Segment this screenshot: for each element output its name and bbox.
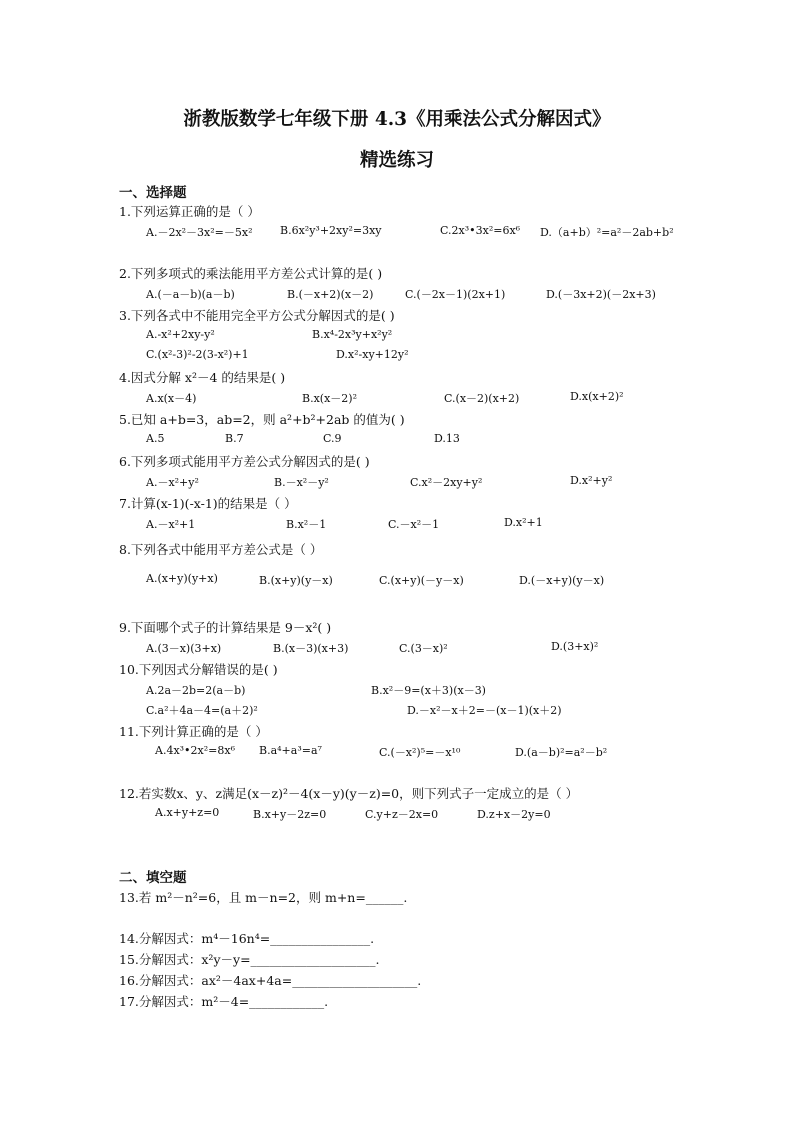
question-9-option-b: B.(x－3)(x+3) (273, 642, 349, 655)
question-3-option-b: B.x⁴-2x³y+x²y² (312, 328, 393, 341)
question-8-option-b: B.(x+y)(y－x) (259, 574, 333, 587)
question-4-option-a: A.x(x－4) (146, 392, 197, 405)
question-8-option-a: A.(x+y)(y+x) (146, 572, 218, 585)
question-1-stem: 1.下列运算正确的是（ ） (119, 204, 260, 219)
question-8-option-c: C.(x+y)(－y－x) (379, 574, 464, 587)
question-3-stem: 3.下列各式中不能用完全平方公式分解因式的是( ) (119, 308, 395, 323)
question-9-option-d: D.(3+x)² (551, 640, 599, 653)
question-5-option-b: B.7 (225, 432, 244, 445)
question-2-option-c: C.(－2x－1)(2x+1) (405, 288, 506, 301)
question-7-option-a: A.－x²+1 (146, 518, 196, 531)
question-6-option-c: C.x²－2xy+y² (410, 476, 483, 489)
question-4-option-d: D.x(x+2)² (570, 390, 624, 403)
question-11-option-b: B.a⁴+a³=a⁷ (259, 744, 322, 757)
question-4-option-b: B.x(x－2)² (302, 392, 357, 405)
question-7-stem: 7.计算(x-1)(-x-1)的结果是（ ） (119, 496, 297, 511)
question-12-option-d: D.z+x－2y=0 (477, 808, 551, 821)
question-7-option-d: D.x²+1 (504, 516, 543, 529)
question-5-stem: 5.已知 a+b=3，ab=2，则 a²+b²+2ab 的值为( ) (119, 412, 405, 427)
question-1-option-a: A.－2x²－3x²=－5x² (146, 226, 253, 239)
question-12-option-a: A.x+y+z=0 (155, 806, 220, 819)
question-6-option-b: B.－x²－y² (274, 476, 329, 489)
document-title: 浙教版数学七年级下册 4.3《用乘法公式分解因式》 (183, 109, 611, 130)
section-heading-fill: 二、填空题 (119, 870, 187, 886)
question-10-option-b: B.x²－9=(x＋3)(x－3) (371, 684, 486, 697)
question-5-option-d: D.13 (434, 432, 460, 445)
question-15: 15.分解因式：x²y－y=____________________. (119, 952, 380, 967)
question-10-option-c: C.a²＋4a－4=(a＋2)² (146, 704, 258, 717)
section-heading-choice: 一、选择题 (119, 185, 187, 201)
question-6-stem: 6.下列多项式能用平方差公式分解因式的是( ) (119, 454, 370, 469)
question-2-option-d: D.(－3x+2)(－2x+3) (546, 288, 656, 301)
question-1-option-d: D.（a+b）²=a²－2ab+b² (540, 226, 674, 239)
question-4-option-c: C.(x－2)(x+2) (444, 392, 520, 405)
question-11-option-a: A.4x³•2x²=8x⁶ (155, 744, 235, 757)
question-2-option-b: B.(－x+2)(x－2) (287, 288, 374, 301)
question-8-option-d: D.(－x+y)(y－x) (519, 574, 605, 587)
question-3-option-d: D.x²-xy+12y² (336, 348, 409, 361)
question-9-option-c: C.(3－x)² (399, 642, 448, 655)
question-10-option-a: A.2a－2b=2(a－b) (146, 684, 246, 697)
question-7-option-c: C.－x²－1 (388, 518, 440, 531)
question-13: 13.若 m²－n²=6，且 m－n=2，则 m+n=______. (119, 890, 408, 905)
question-8-stem: 8.下列各式中能用平方差公式是（ ） (119, 542, 323, 557)
question-10-stem: 10.下列因式分解错误的是( ) (119, 662, 278, 677)
question-12-option-c: C.y+z－2x=0 (365, 808, 439, 821)
question-2-option-a: A.(－a－b)(a－b) (146, 288, 235, 301)
question-7-option-b: B.x²－1 (286, 518, 327, 531)
question-12-option-b: B.x+y－2z=0 (253, 808, 327, 821)
question-14: 14.分解因式：m⁴－16n⁴=________________. (119, 931, 375, 946)
question-3-option-a: A.-x²+2xy-y² (146, 328, 215, 341)
question-4-stem: 4.因式分解 x²－4 的结果是( ) (119, 370, 286, 385)
question-6-option-d: D.x²+y² (570, 474, 613, 487)
question-9-option-a: A.(3－x)(3+x) (146, 642, 222, 655)
question-3-option-c: C.(x²-3)²-2(3-x²)+1 (146, 348, 249, 361)
question-2-stem: 2.下列多项式的乘法能用平方差公式计算的是( ) (119, 266, 383, 281)
question-6-option-a: A.－x²+y² (146, 476, 199, 489)
question-1-option-c: C.2x³•3x²=6x⁶ (440, 224, 521, 237)
question-12-stem: 12.若实数x、y、z满足(x－z)²－4(x－y)(y－z)=0，则下列式子一定成立的是（ ） (119, 786, 579, 801)
document-subtitle: 精选练习 (359, 150, 434, 171)
question-1-option-b: B.6x²y³+2xy²=3xy (280, 224, 382, 237)
question-16: 16.分解因式：ax²－4ax+4a=____________________. (119, 973, 422, 988)
question-5-option-c: C.9 (323, 432, 342, 445)
question-10-option-d: D.－x²－x＋2=－(x－1)(x＋2) (407, 704, 562, 717)
question-5-option-a: A.5 (146, 432, 165, 445)
question-11-option-c: C.(－x²)⁵=－x¹⁰ (379, 746, 461, 759)
question-11-stem: 11.下列计算正确的是（ ） (119, 724, 268, 739)
question-11-option-d: D.(a－b)²=a²－b² (515, 746, 608, 759)
question-9-stem: 9.下面哪个式子的计算结果是 9－x²( ) (119, 620, 332, 635)
question-17: 17.分解因式：m²－4=____________. (119, 994, 329, 1009)
